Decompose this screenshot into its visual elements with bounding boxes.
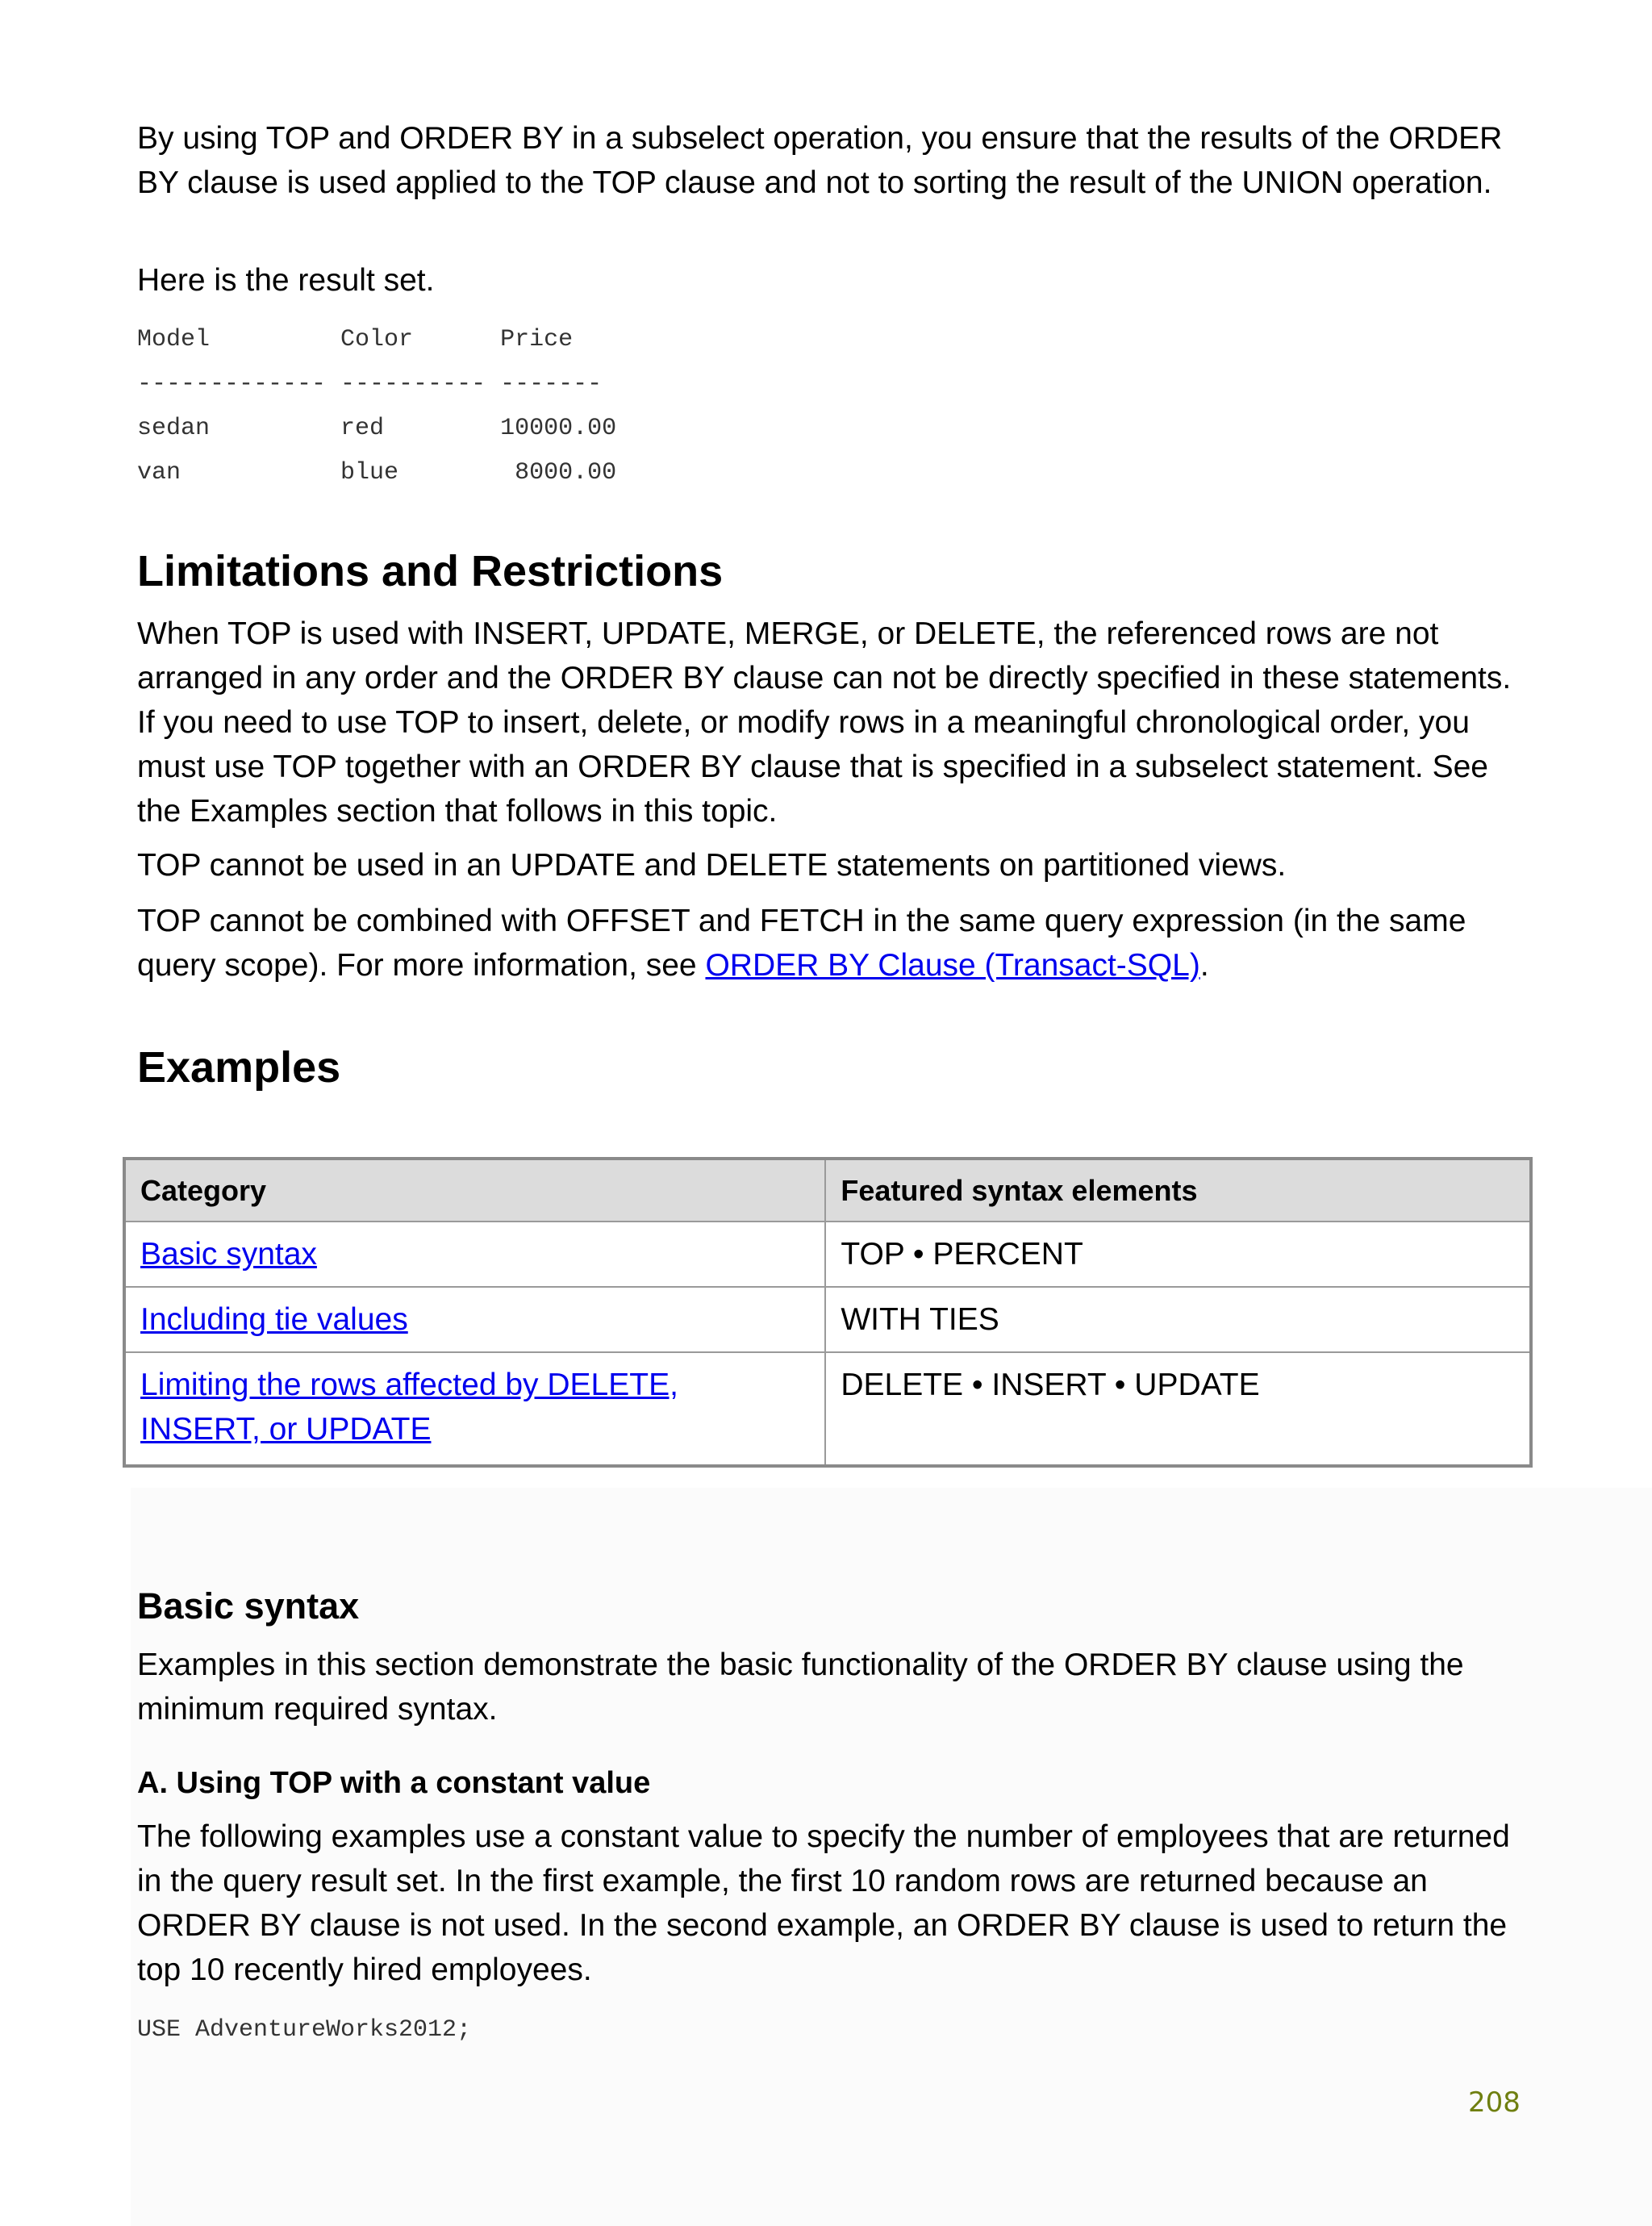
table-row bbox=[124, 1222, 1531, 1287]
limiting-rows-link[interactable]: Limiting the rows affected by DELETE, INSERT, or UPDATE bbox=[140, 1368, 678, 1447]
page-number: 208 bbox=[1468, 2086, 1521, 2119]
offset-fetch-paragraph bbox=[137, 899, 1525, 988]
intro-paragraph: By using TOP and ORDER BY in a subselect operation, you ensure that the results of the ORDER BY clause is used applied to the TOP clause and not to sorting the result of the UNION operation. bbox=[137, 121, 1503, 200]
example-a-paragraph: The following examples use a constant value to specify the number of employees that are returned in the query result set. In the first example, the first 10 random rows are returned because an ORDER BY clause is not used. In the second example, an ORDER BY clause is used to return the top 10 recently hired employees. bbox=[137, 1819, 1510, 1987]
result-set-row: van blue 8000.00 bbox=[137, 459, 617, 487]
basic-syntax-link[interactable]: Basic syntax bbox=[140, 1237, 317, 1272]
syntax-elements-column-header: Featured syntax elements bbox=[825, 1159, 1531, 1222]
offset-fetch-text: TOP cannot be combined with OFFSET and FETCH in the same query expression (in the same query scope). For more information, see bbox=[137, 904, 1466, 983]
result-set-intro: Here is the result set. bbox=[137, 263, 435, 298]
syntax-elements-cell: TOP • PERCENT bbox=[825, 1222, 1531, 1287]
partitioned-views-paragraph: TOP cannot be used in an UPDATE and DELETE statements on partitioned views. bbox=[137, 848, 1287, 883]
offset-fetch-suffix: . bbox=[1199, 948, 1209, 983]
result-set-row: sedan red 10000.00 bbox=[137, 415, 617, 442]
examples-table bbox=[123, 1157, 1533, 1468]
category-cell bbox=[124, 1287, 825, 1352]
result-set-header: Model Color Price bbox=[137, 326, 574, 353]
examples-heading: Examples bbox=[137, 1043, 341, 1092]
category-cell bbox=[124, 1222, 825, 1287]
result-set-block bbox=[137, 318, 616, 495]
category-cell bbox=[124, 1352, 825, 1466]
example-a-heading: A. Using TOP with a constant value bbox=[137, 1766, 651, 1800]
order-by-clause-link[interactable]: ORDER BY Clause (Transact-SQL) bbox=[705, 948, 1200, 983]
basic-syntax-heading: Basic syntax bbox=[137, 1585, 360, 1627]
limitations-heading: Limitations and Restrictions bbox=[137, 547, 724, 595]
syntax-elements-cell: DELETE • INSERT • UPDATE bbox=[825, 1352, 1531, 1466]
table-header-row bbox=[124, 1159, 1531, 1222]
code-line: USE AdventureWorks2012; bbox=[137, 2016, 472, 2044]
table-row bbox=[124, 1352, 1531, 1466]
result-set-separator: ------------- ---------- ------- bbox=[137, 370, 603, 398]
basic-syntax-paragraph: Examples in this section demonstrate the basic functionality of the ORDER BY clause using the minimum required syntax. bbox=[137, 1648, 1464, 1727]
limitations-paragraph: When TOP is used with INSERT, UPDATE, MERGE, or DELETE, the referenced rows are not arranged in any order and the ORDER BY clause can not be directly specified in these statements. If you need to use TOP to insert, delete, or modify rows in a meaningful chronological order, you must use TOP together with an ORDER BY clause that is specified in a subselect statement. See the Examples section that follows in this topic. bbox=[137, 616, 1512, 829]
category-column-header: Category bbox=[124, 1159, 825, 1222]
syntax-elements-cell: WITH TIES bbox=[825, 1287, 1531, 1352]
table-row bbox=[124, 1287, 1531, 1352]
including-tie-values-link[interactable]: Including tie values bbox=[140, 1302, 408, 1337]
